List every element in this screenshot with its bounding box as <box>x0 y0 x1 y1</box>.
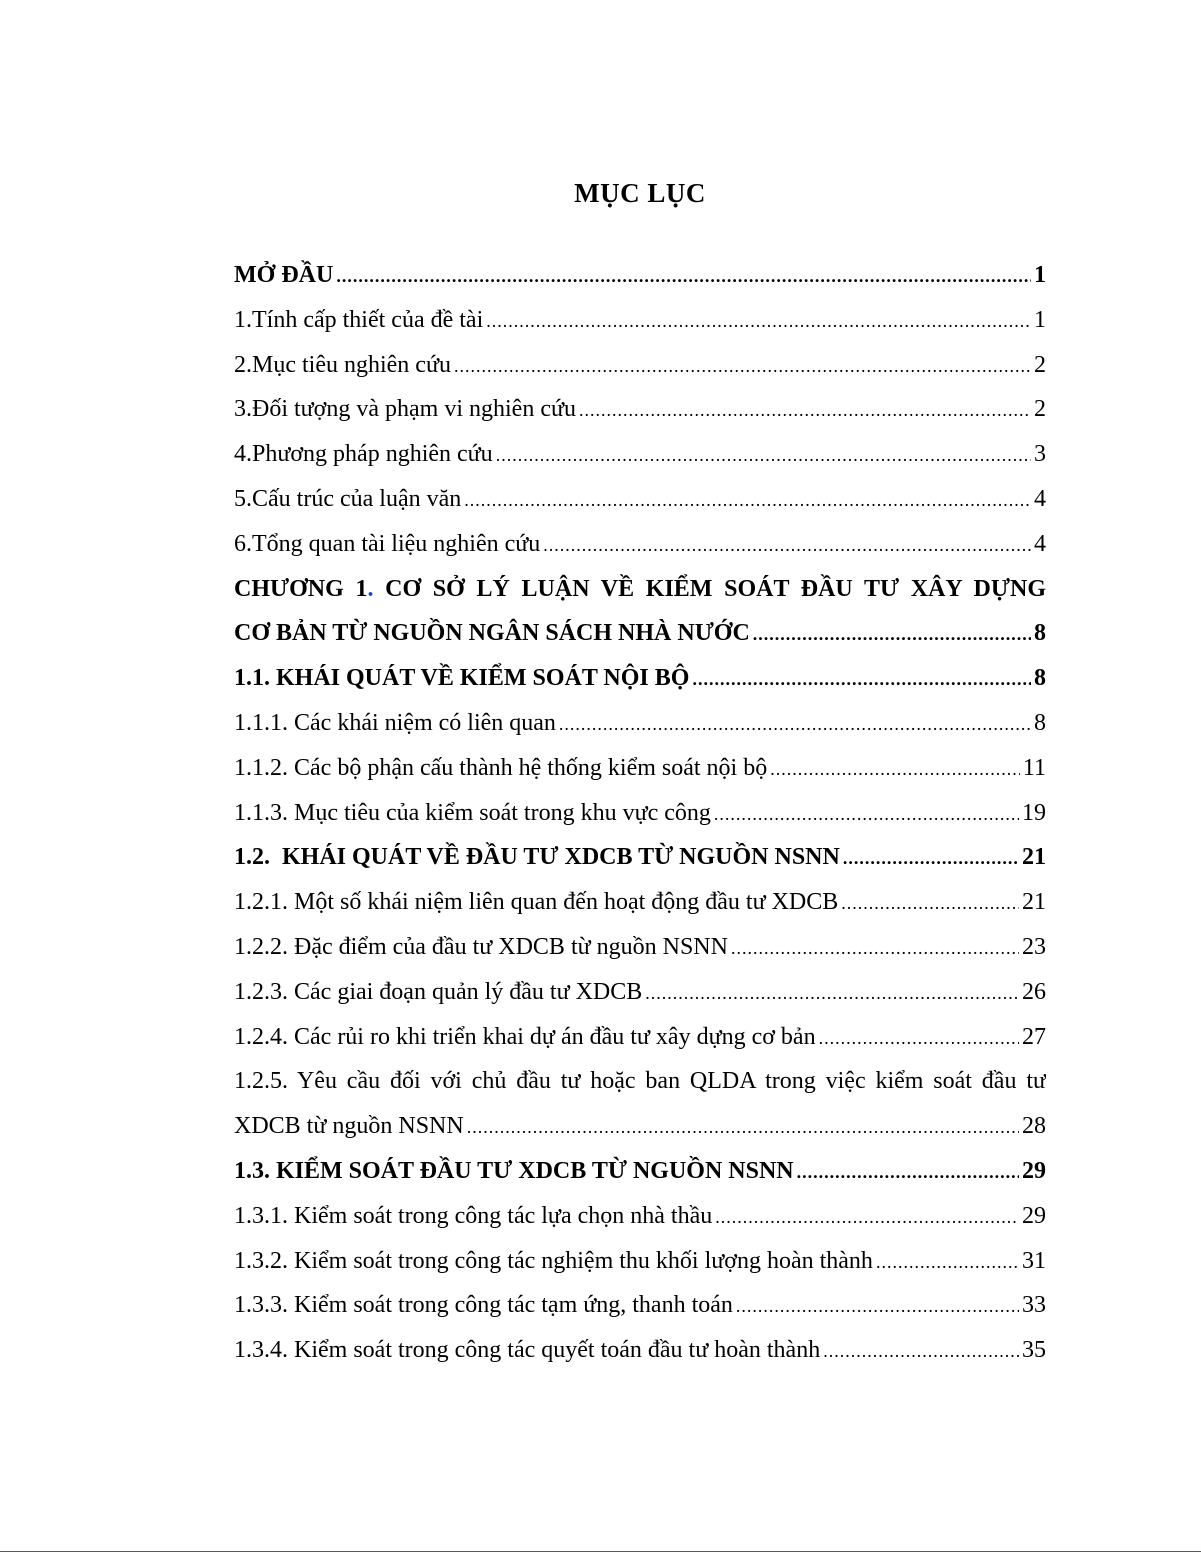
dot-leader <box>841 881 1019 925</box>
toc-entry-1-3-4[interactable] <box>234 1328 1046 1373</box>
toc-entry-page: 8 <box>1034 665 1046 692</box>
toc-entry-page: 26 <box>1022 978 1046 1005</box>
toc-entry-page: 27 <box>1022 1023 1046 1050</box>
dot-leader <box>486 299 1031 343</box>
toc-entry-1-3-1[interactable] <box>234 1194 1046 1239</box>
dot-leader <box>819 1016 1019 1060</box>
toc-entry-label: 1.1.2. Các bộ phận cấu thành hệ thống kiểm soát nội bộ <box>234 754 768 781</box>
toc-entry-2[interactable] <box>234 343 1046 388</box>
toc-entry-6[interactable] <box>234 522 1046 567</box>
toc-entry-1-1-3[interactable] <box>234 791 1046 836</box>
toc-entry-label: 5.Cấu trúc của luận văn <box>234 485 462 512</box>
toc-entry-page: 2 <box>1034 396 1046 423</box>
dot-leader <box>645 971 1019 1015</box>
toc-entry-label: 4.Phương pháp nghiên cứu <box>234 441 493 468</box>
toc-entry-label: 1.3.2. Kiểm soát trong công tác nghiệm thu khối lượng hoàn thành <box>234 1247 873 1274</box>
toc-entry-label: 1.3.3. Kiểm soát trong công tác tạm ứng, thanh toán <box>234 1292 733 1319</box>
toc-entry-page: 8 <box>1034 709 1046 736</box>
toc-entry-label: CƠ BẢN TỪ NGUỒN NGÂN SÁCH NHÀ NƯỚC <box>234 620 750 647</box>
toc-entry-5[interactable] <box>234 477 1046 522</box>
toc-entry-page: 19 <box>1022 799 1046 826</box>
toc-entry-label: 1.2.5. Yêu cầu đối với chủ đầu tư hoặc ban QLDA trong việc kiểm soát đầu tư <box>234 1068 1046 1095</box>
toc-entry-1-1[interactable] <box>234 656 1046 701</box>
toc-entry-label: 1.Tính cấp thiết của đề tài <box>234 306 484 333</box>
toc-entry-4[interactable] <box>234 432 1046 477</box>
toc-entry-page: 23 <box>1022 933 1046 960</box>
toc-entry-label <box>234 567 1046 612</box>
toc-entry-page: 21 <box>1022 844 1046 871</box>
chapter-dot: . <box>367 575 374 602</box>
dot-leader <box>543 523 1031 567</box>
toc-entry-1-2-5-continued[interactable] <box>234 1104 1046 1149</box>
toc-entry-page: 11 <box>1022 754 1046 781</box>
toc-entry-label: XDCB từ nguồn NSNN <box>234 1113 464 1140</box>
toc-entry-1-1-1[interactable] <box>234 701 1046 746</box>
dot-leader <box>496 433 1031 477</box>
dot-leader <box>753 612 1031 656</box>
toc-entry-label: 1.2.3. Các giai đoạn quản lý đầu tư XDCB <box>234 978 643 1005</box>
toc-entry-page: 29 <box>1022 1202 1046 1229</box>
dot-leader <box>797 1150 1019 1194</box>
dot-leader <box>715 1195 1019 1239</box>
toc-entry-1[interactable] <box>234 298 1046 343</box>
dot-leader <box>823 1329 1019 1373</box>
dot-leader <box>770 747 1020 791</box>
toc-entry-label: 1.3.4. Kiểm soát trong công tác quyết toán đầu tư hoàn thành <box>234 1337 821 1364</box>
toc-entry-page: 29 <box>1022 1157 1046 1184</box>
toc-entry-page: 4 <box>1034 485 1046 512</box>
dot-leader <box>454 344 1031 388</box>
dot-leader <box>692 657 1031 701</box>
toc-entry-label: 1.1.3. Mục tiêu của kiểm soát trong khu vực công <box>234 799 711 826</box>
toc-entry-1-3-3[interactable] <box>234 1283 1046 1328</box>
page-title: MỤC LỤC <box>574 178 706 208</box>
toc-entry-1-1-2[interactable] <box>234 746 1046 791</box>
toc-entry-page: 2 <box>1034 351 1046 378</box>
toc-entry-chapter-1[interactable] <box>234 567 1046 612</box>
toc-entry-label: 1.3.1. Kiểm soát trong công tác lựa chọn nhà thầu <box>234 1202 713 1229</box>
dot-leader <box>843 836 1019 880</box>
toc-entry-label: 1.1. KHÁI QUÁT VỀ KIỂM SOÁT NỘI BỘ <box>234 665 690 692</box>
toc-entry-1-2-4[interactable] <box>234 1015 1046 1060</box>
chapter-title-line-1: CƠ SỞ LÝ LUẬN VỀ KIỂM SOÁT ĐẦU TƯ XÂY DỰNG <box>373 575 1046 602</box>
dot-leader <box>731 926 1019 970</box>
dot-leader <box>464 478 1031 522</box>
dot-leader <box>579 388 1031 432</box>
table-of-contents <box>234 253 1046 1373</box>
toc-entry-1-3[interactable] <box>234 1149 1046 1194</box>
toc-entry-1-3-2[interactable] <box>234 1239 1046 1284</box>
dot-leader <box>336 254 1031 298</box>
toc-entry-label: MỞ ĐẦU <box>234 262 334 288</box>
toc-entry-label: 1.1.1. Các khái niệm có liên quan <box>234 709 556 736</box>
toc-entry-1-2-5[interactable] <box>234 1059 1046 1104</box>
toc-entry-1-2-1[interactable] <box>234 880 1046 925</box>
toc-entry-label: 1.2. KHÁI QUÁT VỀ ĐẦU TƯ XDCB TỪ NGUỒN NSNN <box>234 844 840 871</box>
toc-entry-label: 1.2.1. Một số khái niệm liên quan đến hoạt động đầu tư XDCB <box>234 889 839 916</box>
toc-entry-1-2[interactable] <box>234 835 1046 880</box>
dot-leader <box>467 1105 1019 1149</box>
toc-entry-label: 2.Mục tiêu nghiên cứu <box>234 351 451 378</box>
toc-entry-label: 6.Tổng quan tài liệu nghiên cứu <box>234 530 541 557</box>
dot-leader <box>714 792 1019 836</box>
dot-leader <box>876 1240 1019 1284</box>
toc-entry-page: 3 <box>1034 441 1046 468</box>
toc-entry-label: 1.2.2. Đặc điểm của đầu tư XDCB từ nguồn NSNN <box>234 933 728 960</box>
toc-entry-1-2-2[interactable] <box>234 925 1046 970</box>
page-edge-divider <box>0 1551 1201 1552</box>
chapter-number: CHƯƠNG 1 <box>234 575 368 602</box>
toc-entry-page: 4 <box>1034 530 1046 557</box>
dot-leader <box>559 702 1031 746</box>
toc-entry-page: 33 <box>1022 1292 1046 1319</box>
toc-entry-page: 1 <box>1034 262 1046 288</box>
toc-entry-page: 8 <box>1034 620 1046 647</box>
toc-entry-page: 35 <box>1022 1337 1046 1364</box>
toc-entry-page: 28 <box>1022 1113 1046 1140</box>
toc-entry-label: 1.3. KIỂM SOÁT ĐẦU TƯ XDCB TỪ NGUỒN NSNN <box>234 1157 794 1184</box>
toc-entry-page: 1 <box>1034 306 1046 333</box>
toc-entry-3[interactable] <box>234 387 1046 432</box>
toc-entry-label: 1.2.4. Các rủi ro khi triển khai dự án đầu tư xây dựng cơ bản <box>234 1023 816 1050</box>
toc-entry-label: 3.Đối tượng và phạm vi nghiên cứu <box>234 396 576 423</box>
toc-entry-page: 31 <box>1022 1247 1046 1274</box>
dot-leader <box>736 1284 1019 1328</box>
toc-entry-chapter-1-continued[interactable] <box>234 611 1046 656</box>
toc-entry-mo-dau[interactable] <box>234 253 1046 298</box>
toc-entry-1-2-3[interactable] <box>234 970 1046 1015</box>
toc-entry-page: 21 <box>1022 889 1046 916</box>
